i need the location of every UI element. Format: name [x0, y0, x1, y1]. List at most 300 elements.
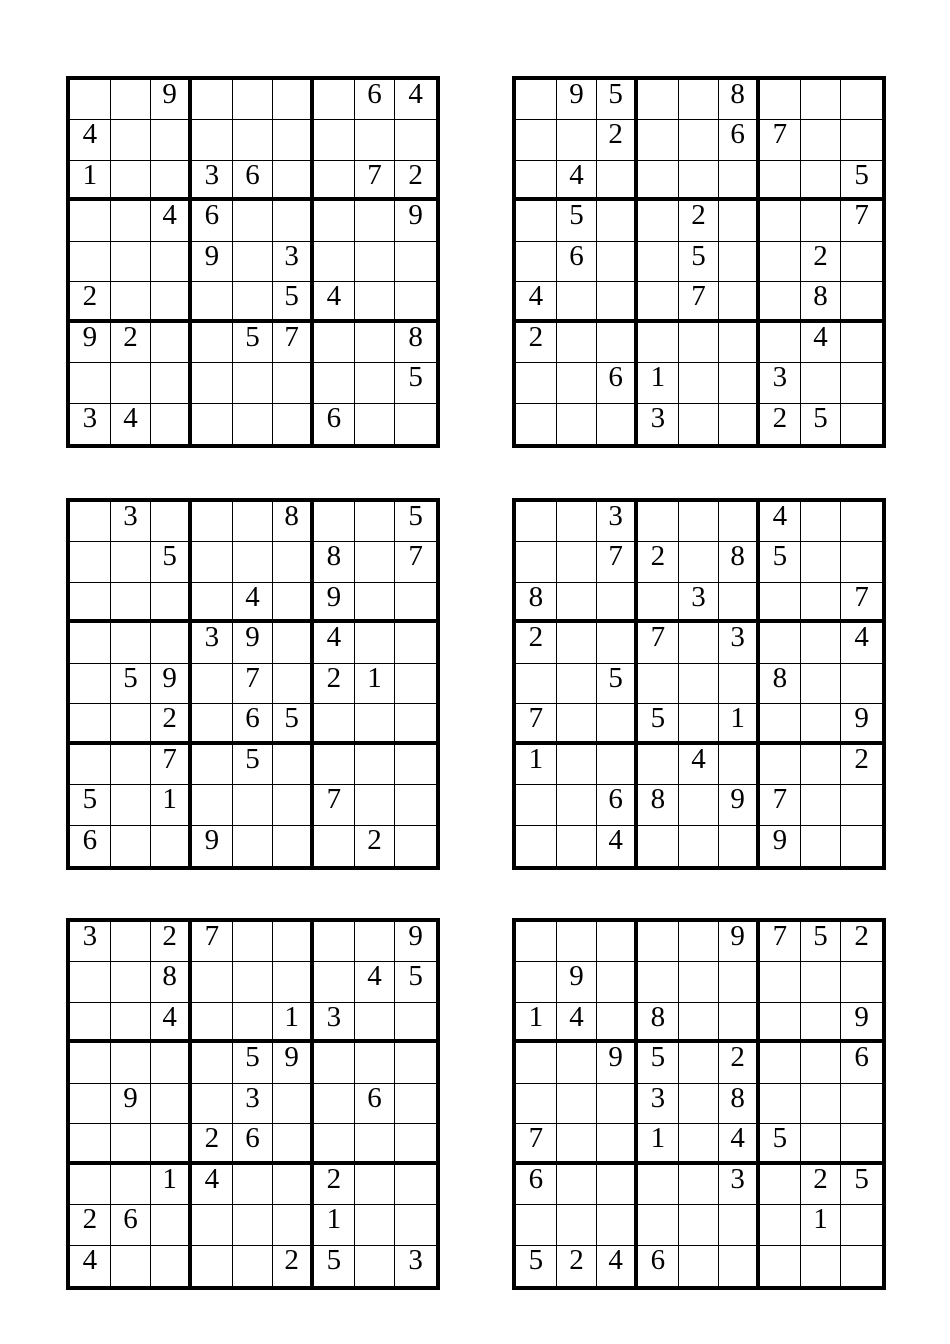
sudoku-cell: 4: [192, 1165, 233, 1205]
sudoku-cell: [679, 1246, 720, 1286]
sudoku-cell: 8: [395, 323, 436, 363]
sudoku-cell: [719, 962, 760, 1002]
sudoku-cell: [801, 962, 842, 1002]
sudoku-cell: 9: [395, 201, 436, 241]
sudoku-cell: [557, 826, 598, 866]
sudoku-cell: [760, 1165, 801, 1205]
sudoku-cell: 5: [395, 363, 436, 403]
sudoku-cell: 6: [638, 1246, 679, 1286]
sudoku-cell: [314, 120, 355, 160]
sudoku-cell: 7: [355, 161, 396, 201]
sudoku-cell: [355, 1003, 396, 1043]
sudoku-cell: [841, 80, 882, 120]
sudoku-cell: [355, 502, 396, 542]
sudoku-cell: [841, 323, 882, 363]
sudoku-cell: 5: [233, 745, 274, 785]
sudoku-cell: [233, 922, 274, 962]
sudoku-cell: [314, 242, 355, 282]
sudoku-cell: 4: [801, 323, 842, 363]
sudoku-cell: 5: [233, 1043, 274, 1083]
sudoku-cell: 2: [395, 161, 436, 201]
sudoku-cell: [151, 1246, 192, 1286]
sudoku-cell: [70, 363, 111, 403]
sudoku-cell: [516, 363, 557, 403]
sudoku-cell: [760, 201, 801, 241]
sudoku-cell: [395, 1124, 436, 1164]
sudoku-cell: 3: [679, 583, 720, 623]
sudoku-cell: 5: [273, 282, 314, 322]
sudoku-cell: [273, 201, 314, 241]
sudoku-cell: [679, 1043, 720, 1083]
sudoku-cell: [273, 962, 314, 1002]
sudoku-cell: 5: [273, 704, 314, 744]
sudoku-cell: [192, 502, 233, 542]
sudoku-cell: [111, 922, 152, 962]
sudoku-cell: [638, 502, 679, 542]
sudoku-cell: [314, 1043, 355, 1083]
sudoku-cell: 9: [151, 80, 192, 120]
sudoku-cell: [395, 623, 436, 663]
sudoku-cell: 8: [314, 542, 355, 582]
sudoku-cell: [314, 363, 355, 403]
sudoku-cell: 6: [192, 201, 233, 241]
sudoku-cell: [70, 201, 111, 241]
sudoku-cell: 7: [841, 201, 882, 241]
sudoku-cell: [233, 80, 274, 120]
sudoku-cell: 6: [597, 363, 638, 403]
sudoku-cell: [679, 785, 720, 825]
sudoku-cell: [597, 161, 638, 201]
sudoku-cell: [557, 704, 598, 744]
sudoku-cell: [557, 1124, 598, 1164]
sudoku-cell: 9: [557, 80, 598, 120]
sudoku-cell: [395, 704, 436, 744]
sudoku-cell: [557, 120, 598, 160]
sudoku-cell: [273, 1165, 314, 1205]
sudoku-cell: 9: [719, 785, 760, 825]
sudoku-cell: 7: [233, 664, 274, 704]
sudoku-cell: 5: [70, 785, 111, 825]
sudoku-cell: [151, 323, 192, 363]
sudoku-cell: [355, 542, 396, 582]
sudoku-cell: [801, 704, 842, 744]
sudoku-cell: 7: [151, 745, 192, 785]
sudoku-cell: [638, 962, 679, 1002]
sudoku-cell: [355, 745, 396, 785]
sudoku-cell: [597, 704, 638, 744]
sudoku-cell: 6: [70, 826, 111, 866]
sudoku-cell: [355, 363, 396, 403]
sudoku-cell: [516, 962, 557, 1002]
sudoku-cell: [557, 404, 598, 444]
sudoku-cell: [516, 120, 557, 160]
sudoku-cell: 7: [516, 704, 557, 744]
sudoku-cell: 4: [355, 962, 396, 1002]
sudoku-cell: [597, 583, 638, 623]
sudoku-cell: 8: [151, 962, 192, 1002]
sudoku-cell: [273, 120, 314, 160]
sudoku-cell: 7: [760, 922, 801, 962]
sudoku-cell: [516, 1205, 557, 1245]
sudoku-cell: [355, 623, 396, 663]
sudoku-cell: [70, 623, 111, 663]
sudoku-cell: [192, 583, 233, 623]
sudoku-cell: 2: [111, 323, 152, 363]
sudoku-cell: [638, 80, 679, 120]
sudoku-cell: 5: [151, 542, 192, 582]
sudoku-cell: [841, 242, 882, 282]
sudoku-cell: [111, 1124, 152, 1164]
sudoku-cell: [192, 363, 233, 403]
sudoku-cell: [801, 583, 842, 623]
sudoku-cell: [679, 623, 720, 663]
sudoku-cell: [192, 1205, 233, 1245]
sudoku-cell: [192, 542, 233, 582]
sudoku-cell: [273, 80, 314, 120]
sudoku-cell: 2: [841, 922, 882, 962]
sudoku-cell: 5: [233, 323, 274, 363]
sudoku-cell: 5: [638, 704, 679, 744]
sudoku-cell: [151, 282, 192, 322]
sudoku-cell: [638, 664, 679, 704]
sudoku-cell: [760, 1043, 801, 1083]
sudoku-cell: 5: [801, 922, 842, 962]
sudoku-cell: [597, 623, 638, 663]
sudoku-cell: 3: [638, 404, 679, 444]
sudoku-cell: [638, 161, 679, 201]
sudoku-cell: [719, 201, 760, 241]
sudoku-cell: [70, 502, 111, 542]
sudoku-cell: [760, 623, 801, 663]
sudoku-cell: 2: [841, 745, 882, 785]
sudoku-cell: 6: [719, 120, 760, 160]
sudoku-cell: 7: [638, 623, 679, 663]
sudoku-cell: 2: [801, 1165, 842, 1205]
sudoku-cell: [151, 502, 192, 542]
sudoku-cell: [395, 826, 436, 866]
sudoku-cell: 5: [841, 161, 882, 201]
sudoku-cell: [314, 922, 355, 962]
sudoku-cell: [638, 323, 679, 363]
sudoku-cell: [233, 120, 274, 160]
sudoku-cell: [801, 161, 842, 201]
sudoku-cell: [597, 922, 638, 962]
sudoku-cell: [111, 1043, 152, 1083]
sudoku-cell: [314, 1124, 355, 1164]
sudoku-cell: [233, 962, 274, 1002]
sudoku-puzzle-3: [66, 498, 440, 870]
sudoku-cell: 5: [597, 664, 638, 704]
sudoku-cell: 2: [760, 404, 801, 444]
sudoku-cell: [111, 542, 152, 582]
sudoku-cell: 1: [516, 745, 557, 785]
sudoku-cell: [273, 623, 314, 663]
sudoku-cell: [273, 583, 314, 623]
sudoku-cell: [638, 826, 679, 866]
sudoku-cell: 2: [151, 704, 192, 744]
sudoku-cell: 2: [557, 1246, 598, 1286]
sudoku-cell: [597, 1165, 638, 1205]
sudoku-cell: 7: [314, 785, 355, 825]
sudoku-cell: [801, 623, 842, 663]
sudoku-cell: [679, 1124, 720, 1164]
sudoku-cell: 3: [719, 1165, 760, 1205]
sudoku-cell: [151, 623, 192, 663]
sudoku-cell: [719, 363, 760, 403]
sudoku-cell: [192, 745, 233, 785]
sudoku-cell: [719, 1246, 760, 1286]
sudoku-cell: [355, 1205, 396, 1245]
sudoku-cell: [395, 745, 436, 785]
sudoku-cell: [719, 242, 760, 282]
sudoku-cell: [273, 363, 314, 403]
sudoku-cell: [355, 323, 396, 363]
sudoku-cell: [841, 120, 882, 160]
sudoku-cell: [841, 404, 882, 444]
sudoku-cell: 3: [719, 623, 760, 663]
sudoku-cell: 7: [516, 1124, 557, 1164]
sudoku-cell: [841, 826, 882, 866]
sudoku-cell: 3: [638, 1084, 679, 1124]
sudoku-cell: [192, 1043, 233, 1083]
sudoku-cell: [719, 826, 760, 866]
sudoku-cell: [233, 1246, 274, 1286]
sudoku-cell: [111, 1246, 152, 1286]
sudoku-cell: [679, 323, 720, 363]
sudoku-cell: [151, 1043, 192, 1083]
sudoku-cell: [597, 323, 638, 363]
sudoku-cell: [760, 161, 801, 201]
sudoku-cell: 5: [516, 1246, 557, 1286]
sudoku-cell: [516, 542, 557, 582]
sudoku-cell: [111, 120, 152, 160]
sudoku-cell: 3: [192, 623, 233, 663]
sudoku-cell: [355, 1043, 396, 1083]
sudoku-cell: [801, 502, 842, 542]
sudoku-cell: [151, 404, 192, 444]
sudoku-cell: [597, 242, 638, 282]
sudoku-cell: [638, 201, 679, 241]
sudoku-cell: 6: [355, 1084, 396, 1124]
sudoku-cell: 2: [314, 664, 355, 704]
sudoku-cell: 2: [273, 1246, 314, 1286]
sudoku-cell: [273, 404, 314, 444]
sudoku-cell: [801, 1043, 842, 1083]
sudoku-cell: [719, 1003, 760, 1043]
sudoku-cell: 9: [192, 242, 233, 282]
sudoku-cell: 4: [151, 1003, 192, 1043]
sudoku-cell: [192, 785, 233, 825]
sudoku-cell: 5: [760, 542, 801, 582]
sudoku-cell: [841, 664, 882, 704]
sudoku-cell: [557, 1043, 598, 1083]
sudoku-cell: [801, 201, 842, 241]
sudoku-cell: [70, 664, 111, 704]
sudoku-cell: [841, 785, 882, 825]
sudoku-cell: 4: [516, 282, 557, 322]
sudoku-cell: [516, 80, 557, 120]
sudoku-cell: [801, 80, 842, 120]
sudoku-cell: [719, 745, 760, 785]
sudoku-cell: 9: [111, 1084, 152, 1124]
sudoku-cell: [111, 242, 152, 282]
sudoku-puzzle-4: [512, 498, 886, 870]
sudoku-cell: [70, 704, 111, 744]
sudoku-cell: [151, 583, 192, 623]
sudoku-cell: [719, 161, 760, 201]
sudoku-cell: 9: [192, 826, 233, 866]
sudoku-cell: [192, 664, 233, 704]
sudoku-puzzle-5: [66, 918, 440, 1290]
sudoku-cell: [760, 1084, 801, 1124]
sudoku-cell: 3: [314, 1003, 355, 1043]
sudoku-cell: [557, 363, 598, 403]
sudoku-cell: 2: [314, 1165, 355, 1205]
sudoku-cell: [151, 363, 192, 403]
sudoku-cell: [679, 664, 720, 704]
sudoku-cell: 4: [557, 1003, 598, 1043]
sudoku-cell: 6: [233, 704, 274, 744]
sudoku-cell: [557, 745, 598, 785]
sudoku-puzzle-2: [512, 76, 886, 448]
sudoku-cell: 3: [192, 161, 233, 201]
sudoku-cell: 5: [801, 404, 842, 444]
sudoku-cell: [801, 664, 842, 704]
sudoku-cell: 9: [314, 583, 355, 623]
sudoku-puzzle-1: [66, 76, 440, 448]
sudoku-cell: [516, 664, 557, 704]
sudoku-cell: [516, 242, 557, 282]
sudoku-cell: [679, 120, 720, 160]
sudoku-cell: 4: [841, 623, 882, 663]
sudoku-cell: [679, 80, 720, 120]
sudoku-cell: 2: [355, 826, 396, 866]
sudoku-cell: [192, 80, 233, 120]
sudoku-cell: [273, 922, 314, 962]
sudoku-cell: [273, 826, 314, 866]
sudoku-cell: 8: [638, 785, 679, 825]
sudoku-cell: [314, 704, 355, 744]
sudoku-cell: 5: [841, 1165, 882, 1205]
sudoku-cell: [638, 583, 679, 623]
sudoku-cell: [679, 962, 720, 1002]
sudoku-cell: [516, 161, 557, 201]
sudoku-cell: [719, 502, 760, 542]
sudoku-cell: 5: [760, 1124, 801, 1164]
sudoku-cell: [801, 1246, 842, 1286]
sudoku-cell: [719, 664, 760, 704]
sudoku-cell: [70, 962, 111, 1002]
sudoku-cell: [597, 282, 638, 322]
sudoku-cell: [760, 745, 801, 785]
sudoku-cell: [557, 623, 598, 663]
sudoku-cell: 9: [841, 704, 882, 744]
sudoku-cell: 4: [679, 745, 720, 785]
sudoku-cell: 3: [70, 404, 111, 444]
sudoku-cell: [395, 1084, 436, 1124]
sudoku-cell: 9: [557, 962, 598, 1002]
sudoku-cell: 1: [355, 664, 396, 704]
sudoku-cell: 2: [679, 201, 720, 241]
sudoku-cell: [679, 922, 720, 962]
sudoku-cell: 3: [233, 1084, 274, 1124]
sudoku-cell: [597, 1205, 638, 1245]
sudoku-cell: [557, 502, 598, 542]
sudoku-cell: 8: [719, 80, 760, 120]
sudoku-cell: 4: [395, 80, 436, 120]
sudoku-cell: [597, 201, 638, 241]
sudoku-cell: [679, 1205, 720, 1245]
sudoku-cell: [801, 1124, 842, 1164]
sudoku-cell: [801, 542, 842, 582]
sudoku-cell: [760, 1003, 801, 1043]
sudoku-cell: 1: [638, 1124, 679, 1164]
sudoku-cell: [192, 704, 233, 744]
sudoku-cell: 4: [597, 1246, 638, 1286]
sudoku-cell: [841, 1124, 882, 1164]
sudoku-cell: [395, 1043, 436, 1083]
sudoku-cell: [557, 323, 598, 363]
sudoku-cell: [273, 1124, 314, 1164]
sudoku-cell: 1: [151, 785, 192, 825]
sudoku-cell: [151, 1124, 192, 1164]
sudoku-cell: [111, 826, 152, 866]
sudoku-cell: 8: [273, 502, 314, 542]
sudoku-cell: [273, 1084, 314, 1124]
sudoku-cell: 6: [111, 1205, 152, 1245]
sudoku-cell: [760, 80, 801, 120]
sudoku-cell: 8: [760, 664, 801, 704]
sudoku-cell: [801, 1003, 842, 1043]
sudoku-cell: [638, 1165, 679, 1205]
sudoku-cell: 9: [273, 1043, 314, 1083]
sudoku-cell: [638, 282, 679, 322]
sudoku-cell: 9: [395, 922, 436, 962]
sudoku-cell: [679, 1084, 720, 1124]
sudoku-cell: 5: [638, 1043, 679, 1083]
sudoku-cell: 1: [516, 1003, 557, 1043]
sudoku-cell: [557, 922, 598, 962]
sudoku-cell: [111, 704, 152, 744]
sudoku-cell: [233, 502, 274, 542]
sudoku-cell: [70, 1165, 111, 1205]
sudoku-cell: [801, 363, 842, 403]
sudoku-cell: [638, 745, 679, 785]
sudoku-cell: 3: [273, 242, 314, 282]
sudoku-cell: 5: [395, 962, 436, 1002]
sudoku-cell: [719, 404, 760, 444]
sudoku-cell: 4: [233, 583, 274, 623]
sudoku-cell: 5: [314, 1246, 355, 1286]
sudoku-cell: [233, 201, 274, 241]
sudoku-cell: 8: [638, 1003, 679, 1043]
sudoku-cell: [355, 1124, 396, 1164]
sudoku-cell: [760, 242, 801, 282]
sudoku-cell: [395, 664, 436, 704]
sudoku-cell: [801, 826, 842, 866]
sudoku-cell: [516, 201, 557, 241]
sudoku-cell: 1: [273, 1003, 314, 1043]
sudoku-cell: [597, 1003, 638, 1043]
sudoku-cell: 2: [70, 282, 111, 322]
sudoku-cell: [314, 80, 355, 120]
sudoku-cell: [841, 962, 882, 1002]
sudoku-cell: [557, 1084, 598, 1124]
sudoku-cell: [638, 242, 679, 282]
sudoku-cell: [841, 1084, 882, 1124]
sudoku-cell: 6: [516, 1165, 557, 1205]
sudoku-cell: [355, 922, 396, 962]
